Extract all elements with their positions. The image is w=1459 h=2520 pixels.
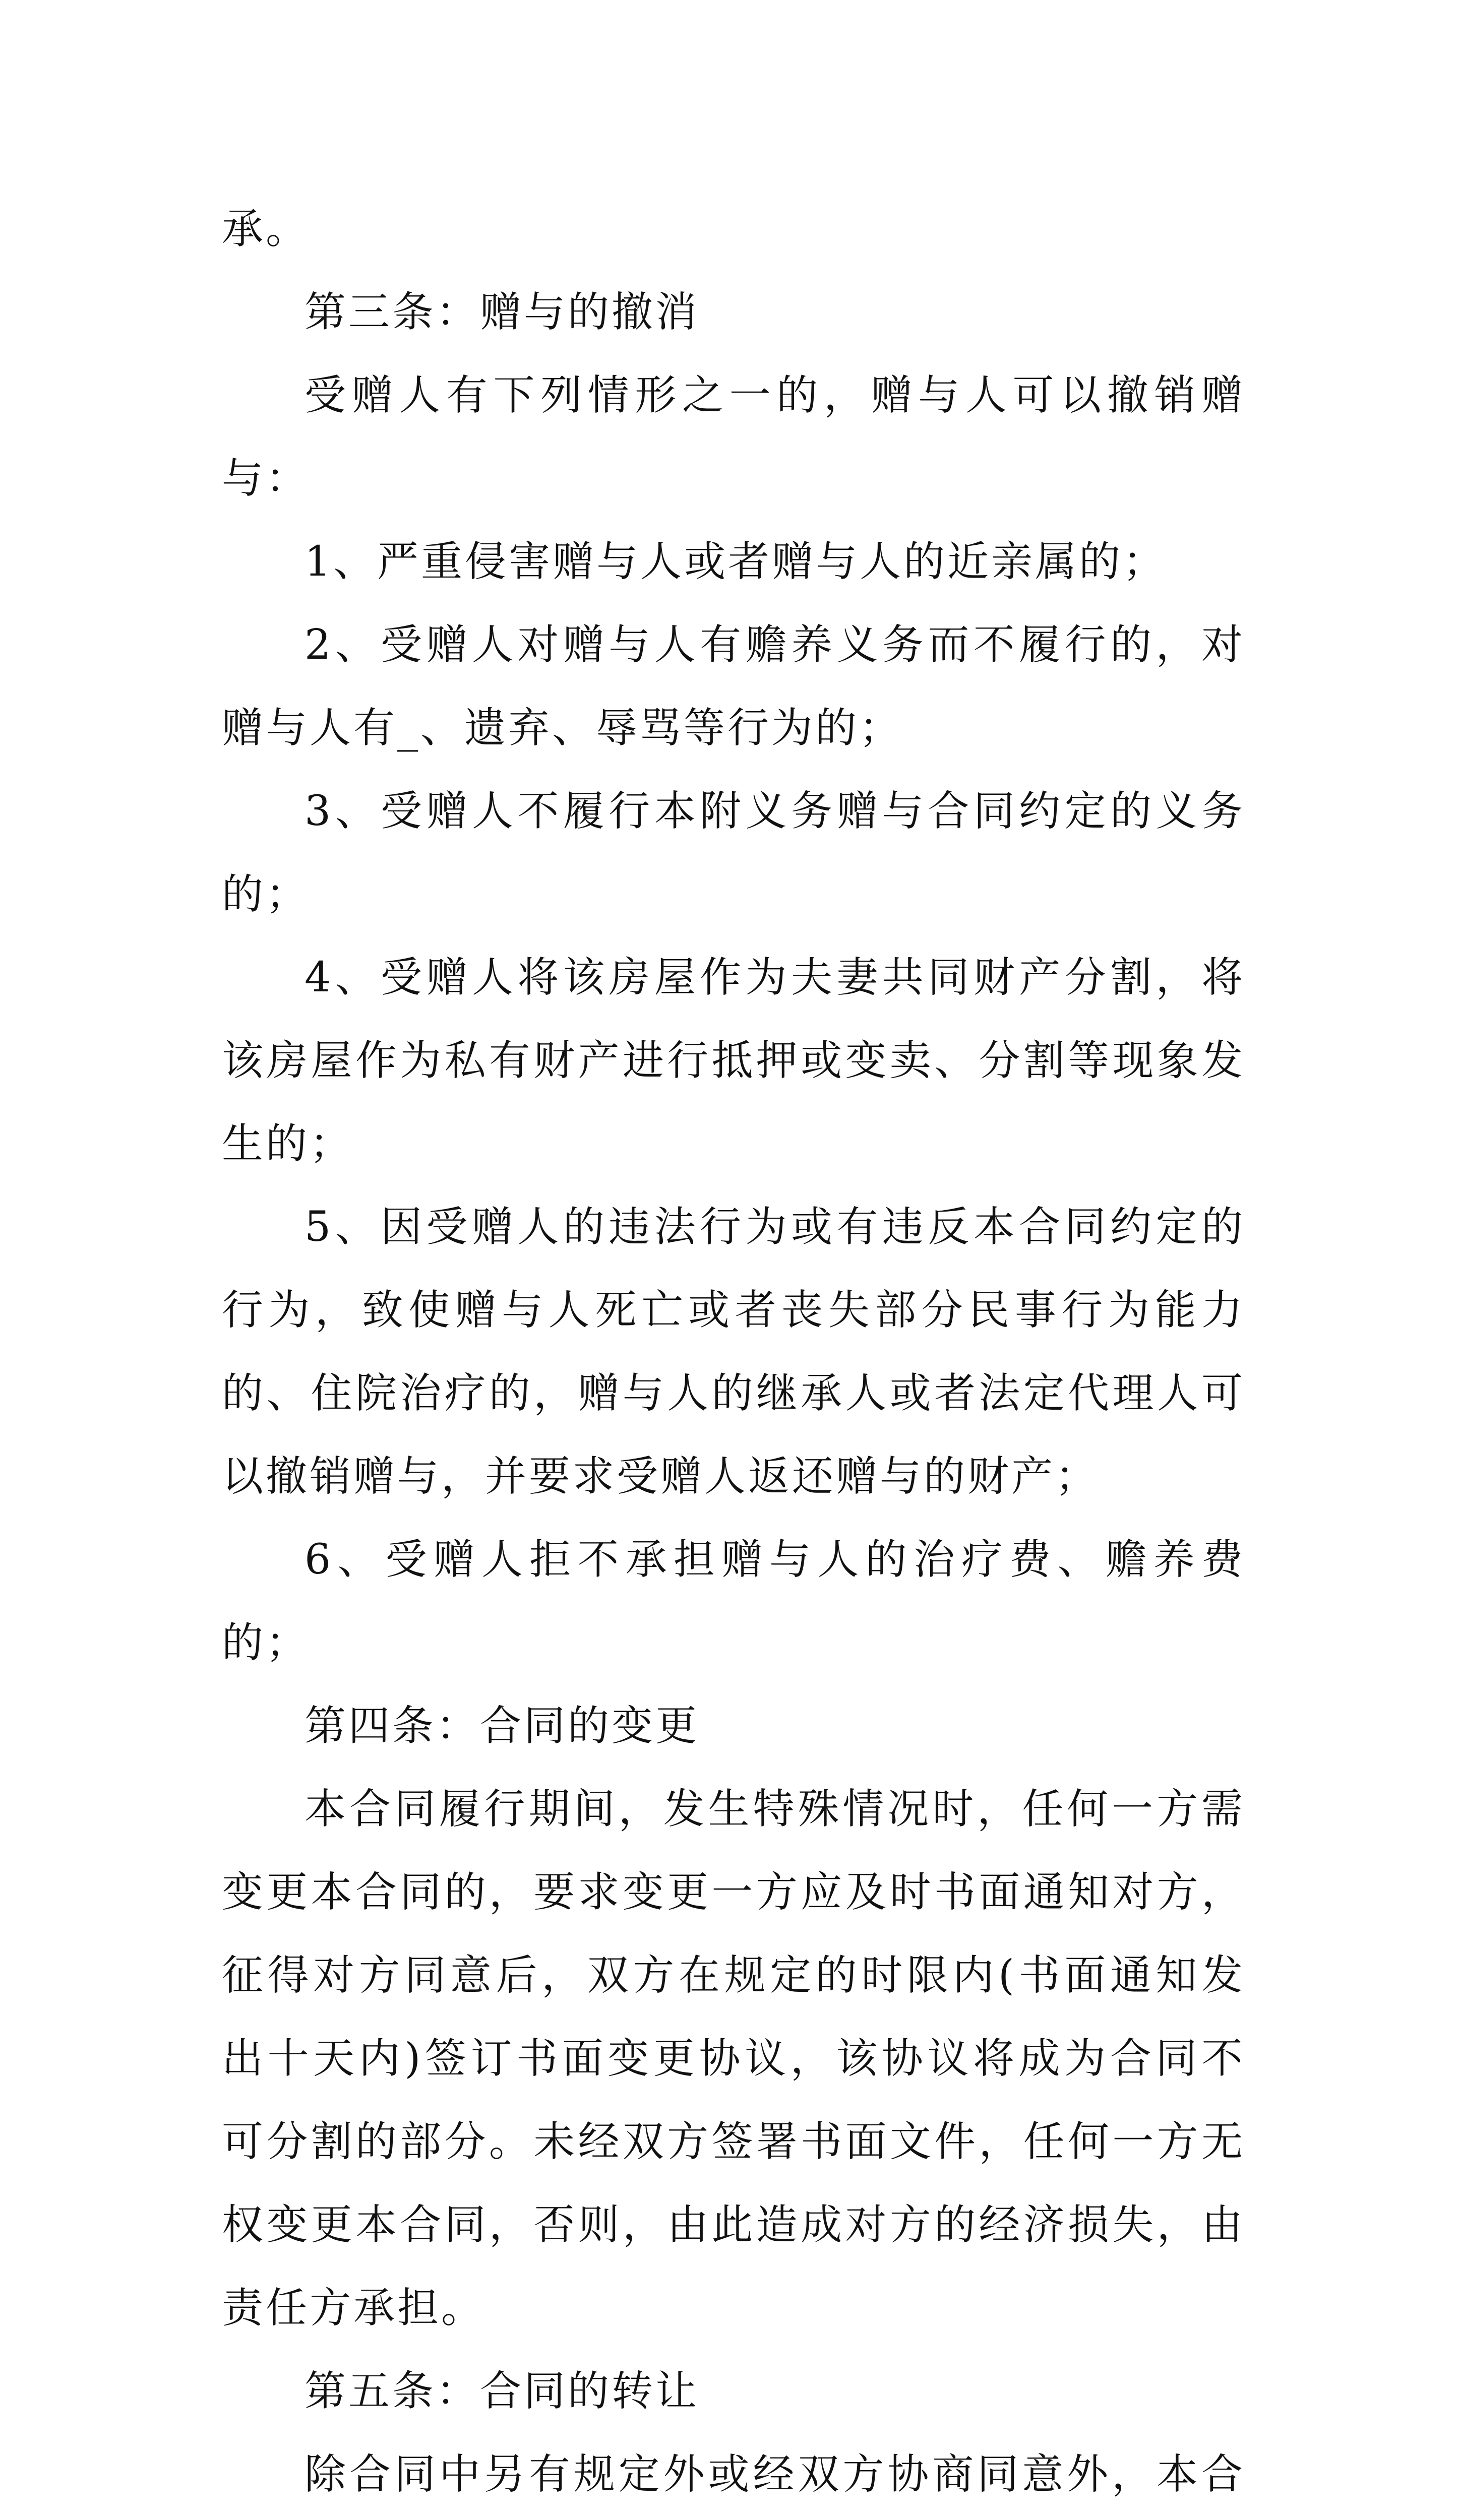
article-heading-4: 第四条：合同的变更 — [305, 1702, 700, 1750]
list-item: 1、严重侵害赠与人或者赠与人的近亲属的； — [305, 538, 1167, 586]
paragraph: 除合同中另有规定外或经双方协商同意外，本合 — [305, 2450, 1245, 2498]
paragraph: 本合同履行期间，发生特殊情况时，任何一方需变更本合同的，要求变更一方应及时书面通知对方，征得对方同意后，双方在规定的时限内(书面通知发出十天内)签订书面变更协议，该协议将成为合同不可分割的部分。未经双方签署书面文件，任何一方无权变更本合同，否则，由此造成对方的经济损失，由责任方承担。 — [222, 1785, 1245, 2332]
list-item: 3、受赠人不履行本附义务赠与合同约定的义务的； — [222, 787, 1245, 918]
list-item: 2、受赠人对赠与人有赡养义务而不履行的，对赠与人有_、遗弃、辱骂等行为的； — [222, 621, 1245, 752]
paragraph: 受赠人有下列情形之一的，赠与人可以撤销赠与： — [222, 371, 1245, 502]
list-item: 4、受赠人将该房屋作为夫妻共同财产分割，将该房屋作为私有财产进行抵押或变卖、分割等现象发生的； — [222, 954, 1245, 1168]
article-heading-5: 第五条：合同的转让 — [305, 2367, 700, 2415]
article-heading-3: 第三条：赠与的撤消 — [305, 288, 700, 336]
list-item: 6、受赠人拒不承担赠与人的治疗费、赡养费的； — [222, 1536, 1245, 1667]
paragraph-continuation: 承。 — [222, 205, 310, 253]
document-body — [222, 187, 1245, 2520]
list-item: 5、因受赠人的违法行为或有违反本合同约定的行为，致使赠与人死亡或者丧失部分民事行为能力的、住院治疗的，赠与人的继承人或者法定代理人可以撤销赠与，并要求受赠人返还赠与的财产； — [222, 1203, 1245, 1500]
